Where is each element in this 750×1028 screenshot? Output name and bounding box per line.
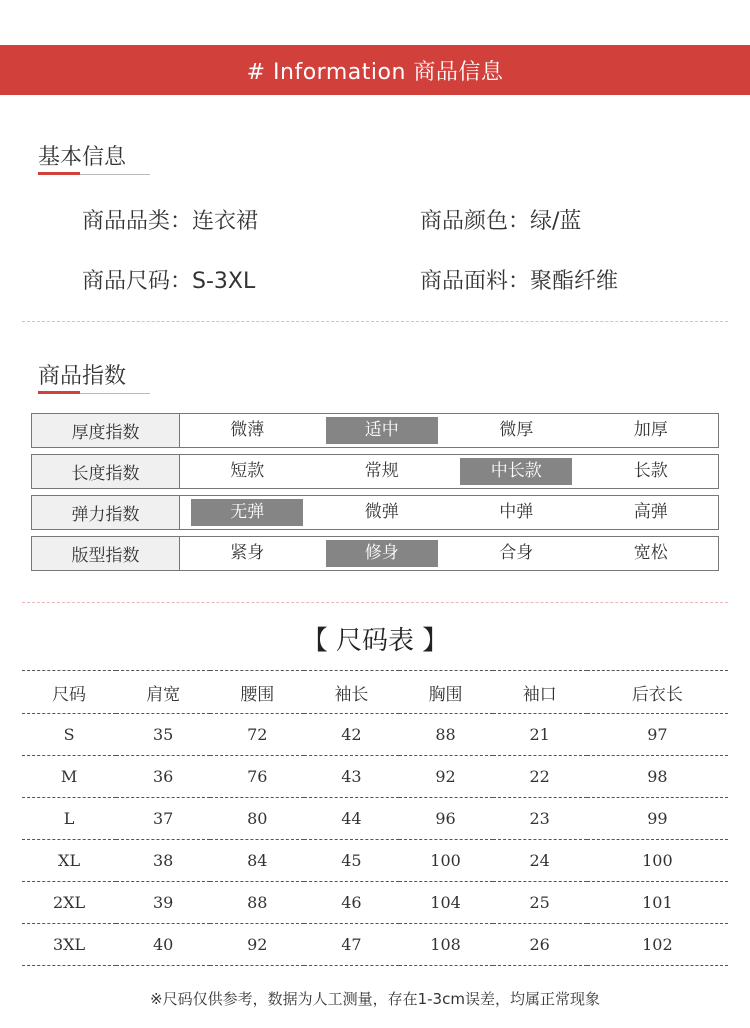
table-cell: 46 [304, 882, 398, 924]
table-cell: 72 [210, 714, 304, 756]
index-option-cell [180, 496, 315, 529]
index-option-cell [449, 537, 584, 570]
table-cell: 40 [116, 924, 210, 966]
index-option-cell [449, 455, 584, 488]
index-option-cell [584, 455, 719, 488]
table-cell: M [22, 756, 116, 798]
size-chart-header-cell: 腰围 [210, 671, 304, 714]
table-cell: 88 [210, 882, 304, 924]
index-option-cell [180, 455, 315, 488]
indices-title-accent [38, 391, 80, 394]
table-cell: 96 [399, 798, 493, 840]
index-option-selected: 中长款 [460, 458, 572, 485]
index-option: 微弹 [364, 502, 399, 522]
size-chart-header-cell: 后衣长 [587, 671, 728, 714]
table-cell: S [22, 714, 116, 756]
banner-text: # Information 商品信息 [246, 59, 504, 85]
table-cell: 101 [587, 882, 728, 924]
table-cell: 97 [587, 714, 728, 756]
basic-info-title: 基本信息 [38, 145, 127, 170]
index-option: 长款 [633, 461, 668, 481]
index-option: 微厚 [499, 420, 534, 440]
size-chart-header-cell: 袖口 [493, 671, 587, 714]
index-option-cell [315, 414, 450, 447]
size-chart-header-cell: 胸围 [399, 671, 493, 714]
index-label: 版型指数 [32, 537, 180, 570]
table-cell: 42 [304, 714, 398, 756]
index-option-cell [584, 414, 719, 447]
table-cell: 36 [116, 756, 210, 798]
table-cell: 92 [210, 924, 304, 966]
index-option-cell [449, 414, 584, 447]
size-note: ※尺码仅供参考，数据为人工测量，存在1-3cm误差，均属正常现象 [150, 990, 600, 1008]
table-cell: 92 [399, 756, 493, 798]
index-option: 加厚 [633, 420, 668, 440]
index-option: 微薄 [230, 420, 265, 440]
table-cell: 98 [587, 756, 728, 798]
table-cell: 47 [304, 924, 398, 966]
table-cell: 21 [493, 714, 587, 756]
index-row [31, 495, 719, 530]
index-option: 中弹 [499, 502, 534, 522]
divider [22, 602, 728, 603]
table-cell: 84 [210, 840, 304, 882]
size-chart-header-cell: 尺码 [22, 671, 116, 714]
basic-info-title-accent [38, 172, 80, 175]
info-category: 商品品类：连衣裙 [82, 209, 259, 234]
index-option: 高弹 [633, 502, 668, 522]
table-cell: 23 [493, 798, 587, 840]
table-cell: L [22, 798, 116, 840]
index-option-cell [584, 496, 719, 529]
size-chart-header-cell: 袖长 [304, 671, 398, 714]
table-cell: 104 [399, 882, 493, 924]
table-cell: 88 [399, 714, 493, 756]
table-row [22, 756, 728, 798]
table-cell: 24 [493, 840, 587, 882]
table-cell: 44 [304, 798, 398, 840]
size-chart-header-row [22, 671, 728, 714]
table-cell: 37 [116, 798, 210, 840]
index-option-selected: 修身 [326, 540, 438, 567]
index-option: 合身 [499, 543, 534, 563]
divider [22, 321, 728, 322]
index-option: 短款 [230, 461, 265, 481]
table-cell: 39 [116, 882, 210, 924]
size-chart-header-cell: 肩宽 [116, 671, 210, 714]
index-label: 弹力指数 [32, 496, 180, 529]
table-cell: 99 [587, 798, 728, 840]
table-row [22, 798, 728, 840]
table-cell: 76 [210, 756, 304, 798]
table-cell: 45 [304, 840, 398, 882]
table-cell: 102 [587, 924, 728, 966]
table-cell: 80 [210, 798, 304, 840]
index-option: 常规 [364, 461, 399, 481]
index-option-cell [180, 537, 315, 570]
index-option: 紧身 [230, 543, 265, 563]
table-cell: 2XL [22, 882, 116, 924]
table-cell: 26 [493, 924, 587, 966]
index-option-selected: 适中 [326, 417, 438, 444]
table-cell: 35 [116, 714, 210, 756]
table-row [22, 840, 728, 882]
index-label: 厚度指数 [32, 414, 180, 447]
table-row [22, 924, 728, 966]
index-option-cell [449, 496, 584, 529]
index-option-cell [315, 496, 450, 529]
index-row [31, 413, 719, 448]
table-cell: 108 [399, 924, 493, 966]
index-option-cell [180, 414, 315, 447]
size-chart-table [22, 670, 728, 966]
index-option-cell [315, 455, 450, 488]
table-cell: 22 [493, 756, 587, 798]
index-row [31, 454, 719, 489]
table-cell: 100 [399, 840, 493, 882]
index-option-cell [584, 537, 719, 570]
indices-title: 商品指数 [38, 364, 127, 389]
table-row [22, 882, 728, 924]
size-chart-title: 【 尺码表 】 [301, 626, 449, 656]
info-color: 商品颜色：绿/蓝 [420, 209, 582, 234]
info-banner [0, 45, 750, 95]
table-cell: XL [22, 840, 116, 882]
index-option-cell [315, 537, 450, 570]
table-cell: 25 [493, 882, 587, 924]
info-size: 商品尺码：S-3XL [82, 269, 256, 294]
table-row [22, 714, 728, 756]
table-cell: 3XL [22, 924, 116, 966]
table-cell: 38 [116, 840, 210, 882]
index-row [31, 536, 719, 571]
index-option-selected: 无弹 [191, 499, 303, 526]
info-fabric: 商品面料：聚酯纤维 [420, 269, 619, 294]
table-cell: 100 [587, 840, 728, 882]
index-option: 宽松 [633, 543, 668, 563]
table-cell: 43 [304, 756, 398, 798]
index-label: 长度指数 [32, 455, 180, 488]
